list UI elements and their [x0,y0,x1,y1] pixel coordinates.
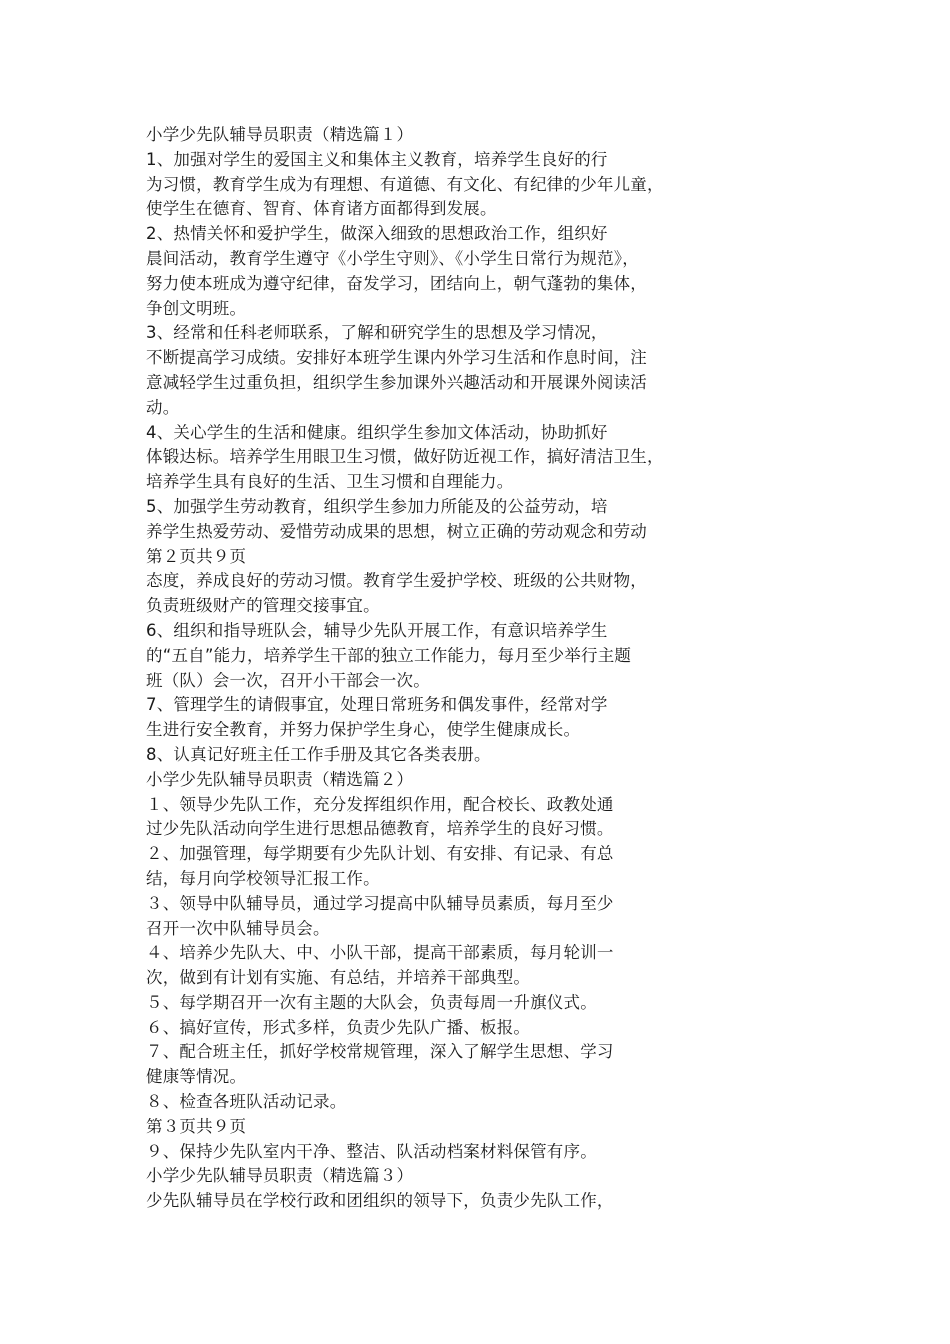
text-line: 动。 [146,397,180,417]
text-line: 体锻达标。培养学生用眼卫生习惯，做好防近视工作，搞好清洁卫生， [146,447,664,467]
text-line: 召开一次中队辅导员会。 [146,918,330,938]
text-line: 态度，养成良好的劳动习惯。教育学生爱护学校、班级的公共财物， [146,571,647,591]
text-line: 次，做到有计划有实施、有总结，并培养干部典型。 [146,968,531,988]
document-body [146,123,736,1214]
text-line: 生进行安全教育，并努力保护学生身心，使学生健康成长。 [146,720,581,740]
text-line: 健康等情况。 [146,1067,247,1087]
text-line: 意减轻学生过重负担，组织学生参加课外兴趣活动和开展课外阅读活 [146,372,647,392]
text-line: 5、加强学生劳动教育，组织学生参加力所能及的公益劳动，培 [146,496,608,516]
text-line: ４、培养少先队大、中、小队干部，提高干部素质，每月轮训一 [146,943,614,963]
text-line: ６、搞好宣传，形式多样，负责少先队广播、板报。 [146,1017,531,1037]
text-line: 7、管理学生的请假事宜，处理日常班务和偶发事件，经常对学 [146,695,608,715]
text-line: 的“五自”能力，培养学生干部的独立工作能力，每月至少举行主题 [146,645,632,665]
text-line: 过少先队活动向学生进行思想品德教育，培养学生的良好习惯。 [146,819,614,839]
text-line: 1、加强对学生的爱国主义和集体主义教育，培养学生良好的行 [146,149,608,169]
text-line: 养学生热爱劳动、爱惜劳动成果的思想，树立正确的劳动观念和劳动 [146,521,647,541]
text-line: ９、保持少先队室内干净、整洁、队活动档案材料保管有序。 [146,1141,597,1161]
text-line: 负责班级财产的管理交接事宜。 [146,596,380,616]
text-line: 班（队）会一次，召开小干部会一次。 [146,670,430,690]
text-line: 为习惯，教育学生成为有理想、有道德、有文化、有纪律的少年儿童， [146,174,664,194]
text-line: ３、领导中队辅导员，通过学习提高中队辅导员素质，每月至少 [146,893,614,913]
text-line: 努力使本班成为遵守纪律，奋发学习，团结向上，朝气蓬勃的集体， [146,273,647,293]
page-number: 第２页共９页 [146,546,247,566]
text-line: ８、检查各班队活动记录。 [146,1092,347,1112]
section-heading: 小学少先队辅导员职责（精选篇３） [146,1166,414,1186]
text-line: 争创文明班。 [146,298,247,318]
text-line: ７、配合班主任，抓好学校常规管理，深入了解学生思想、学习 [146,1042,614,1062]
text-line: １、领导少先队工作，充分发挥组织作用，配合校长、政教处通 [146,794,614,814]
section-heading: 小学少先队辅导员职责（精选篇１） [146,125,414,144]
text-line: 培养学生具有良好的生活、卫生习惯和自理能力。 [146,472,514,492]
text-line: 3、经常和任科老师联系，了解和研究学生的思想及学习情况， [146,323,608,343]
page-number: 第３页共９页 [146,1116,247,1136]
text-line: 结，每月向学校领导汇报工作。 [146,868,380,888]
text-line: 不断提高学习成绩。安排好本班学生课内外学习生活和作息时间，注 [146,348,647,368]
section-heading: 小学少先队辅导员职责（精选篇２） [146,769,414,789]
text-line: 晨间活动，教育学生遵守《小学生守则》、《小学生日常行为规范》， [146,248,639,268]
text-line: ５、每学期召开一次有主题的大队会，负责每周一升旗仪式。 [146,992,597,1012]
text-line: 使学生在德育、智育、体育诸方面都得到发展。 [146,199,497,219]
text-line: 6、组织和指导班队会，辅导少先队开展工作，有意识培养学生 [146,620,608,640]
text-line: ２、加强管理，每学期要有少先队计划、有安排、有记录、有总 [146,844,614,864]
text-line: 少先队辅导员在学校行政和团组织的领导下，负责少先队工作， [146,1191,614,1211]
text-line: 8、认真记好班主任工作手册及其它各类表册。 [146,744,491,764]
text-line: 2、热情关怀和爱护学生，做深入细致的思想政治工作，组织好 [146,224,608,244]
text-line: 4、关心学生的生活和健康。组织学生参加文体活动，协助抓好 [146,422,608,442]
